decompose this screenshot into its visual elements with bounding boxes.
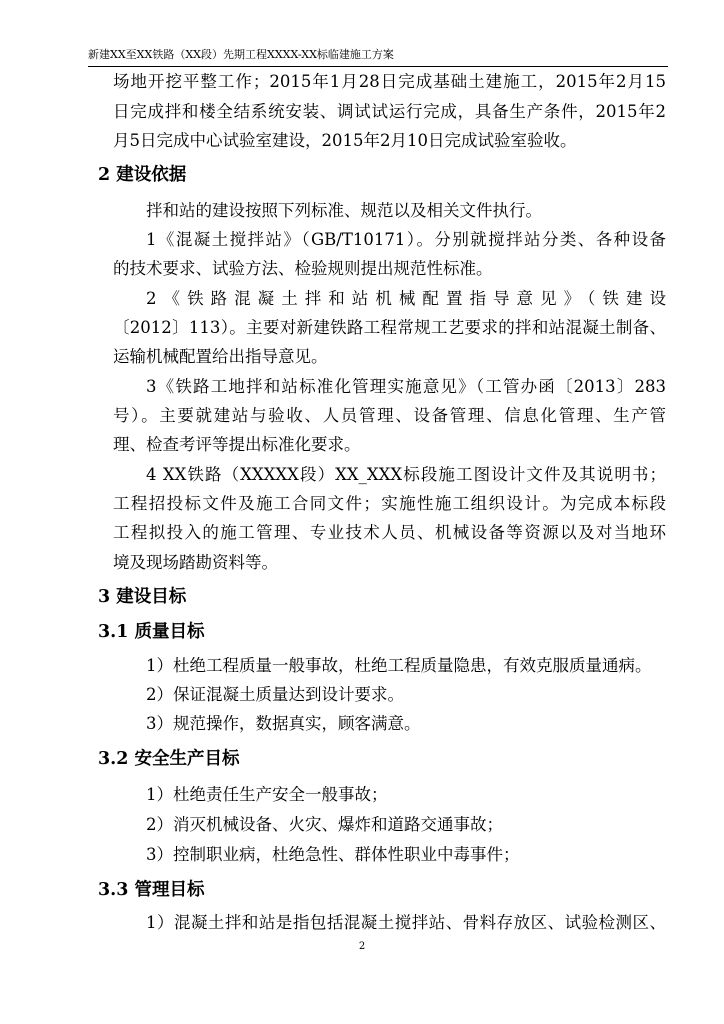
body-line: 〔2012〕113）。主要对新建铁路工程常规工艺要求的拌和站混凝土制备、 <box>113 318 666 337</box>
body-line: 境及现场踏勘资料等。 <box>113 553 278 572</box>
body-line: 号）。主要就建站与验收、人员管理、设备管理、信息化管理、生产管 <box>113 406 666 425</box>
body-line: 日完成拌和楼全结系统安装、调试试运行完成，具备生产条件，2015年2 <box>113 102 666 121</box>
list-item: 1）杜绝责任生产安全一般事故； <box>146 785 388 804</box>
header-rule <box>88 66 668 67</box>
page-header: 新建XX至XX铁路（XX段）先期工程XXXX-XX标临建施工方案 <box>88 48 394 61</box>
body-line: 月5日完成中心试验室建设，2015年2月10日完成试验室验收。 <box>113 131 577 150</box>
section-heading: 2 建设依据 <box>98 165 187 185</box>
body-line: 理、检查考评等提出标准化要求。 <box>113 435 361 454</box>
list-item: 1）杜绝工程质量一般事故，杜绝工程质量隐患，有效克服质量通病。 <box>146 656 652 675</box>
body-line: 1《混凝土搅拌站》（GB/T10171）。分别就搅拌站分类、各种设备 <box>146 230 666 249</box>
body-line: 拌和站的建设按照下列标准、规范以及相关文件执行。 <box>146 201 542 220</box>
list-item: 3）控制职业病，杜绝急性、群体性职业中毒事件； <box>146 845 520 864</box>
body-line: 3《铁路工地拌和站标准化管理实施意见》（工管办函〔2013〕283 <box>146 377 666 396</box>
list-item: 2）保证混凝土质量达到设计要求。 <box>146 685 404 704</box>
subsection-heading: 3.3 管理目标 <box>98 880 205 900</box>
body-line: 工程拟投入的施工管理、专业技术人员、机械设备等资源以及对当地环 <box>113 523 666 542</box>
body-line: 的技术要求、试验方法、检验规则提出规范性标准。 <box>113 259 493 278</box>
list-item: 1）混凝土拌和站是指包括混凝土搅拌站、骨料存放区、试验检测区、 <box>146 913 666 932</box>
subsection-heading: 3.2 安全生产目标 <box>98 749 240 769</box>
list-item: 2）消灭机械设备、火灾、爆炸和道路交通事故； <box>146 815 503 834</box>
body-line: 2《铁路混凝土拌和站机械配置指导意见》（铁建设 <box>146 289 666 308</box>
section-heading: 3 建设目标 <box>98 587 187 607</box>
page-number: 2 <box>358 941 366 952</box>
body-line: 工程招投标文件及施工合同文件；实施性施工组织设计。为完成本标段 <box>113 494 666 513</box>
list-item: 3）规范操作，数据真实，顾客满意。 <box>146 714 421 733</box>
body-line: 场地开挖平整工作；2015年1月28日完成基础土建施工，2015年2月15 <box>113 72 666 91</box>
body-line: 运输机械配置给出指导意见。 <box>113 347 328 366</box>
body-line: 4 XX铁路（XXXXX段）XX_XXX标段施工图设计文件及其说明书； <box>146 465 666 484</box>
subsection-heading: 3.1 质量目标 <box>98 622 205 642</box>
